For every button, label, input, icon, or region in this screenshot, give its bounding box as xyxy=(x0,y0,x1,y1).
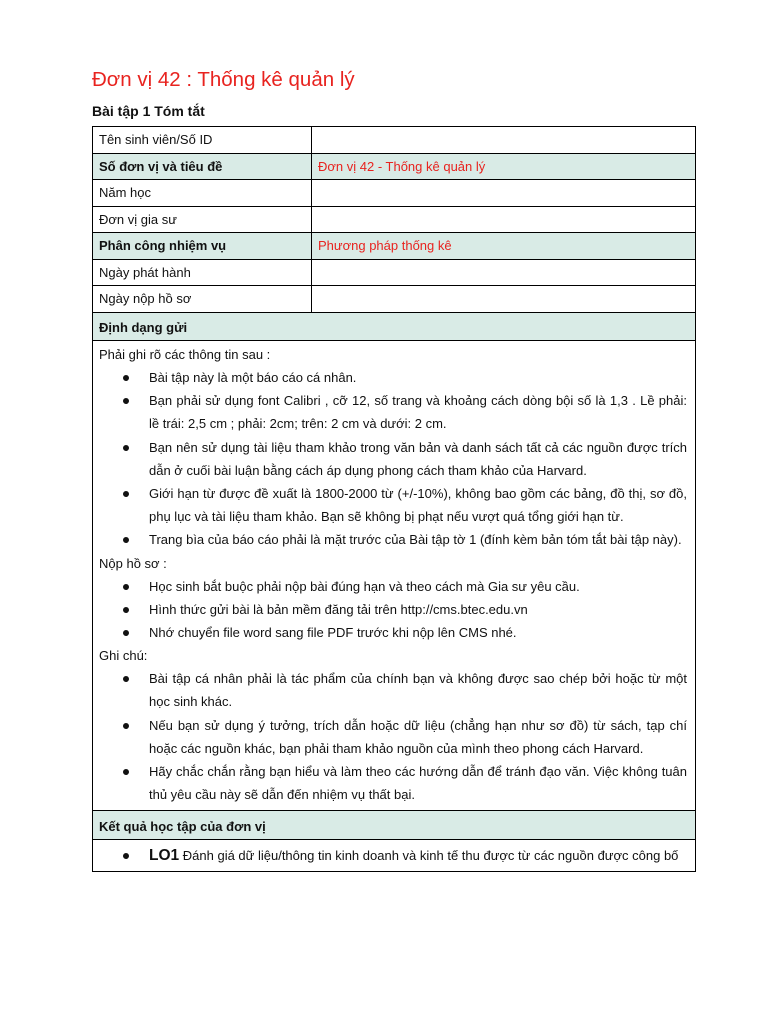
outcomes-section-heading: Kết quả học tập của đơn vị xyxy=(93,811,696,840)
notes-heading: Ghi chú: xyxy=(99,648,148,664)
outcomes-section-body xyxy=(93,839,696,871)
submission-list xyxy=(99,575,687,645)
info-label: Số đơn vị và tiêu đề xyxy=(93,153,312,180)
info-label: Ngày nộp hồ sơ xyxy=(93,286,312,313)
info-value: Đơn vị 42 - Thống kê quản lý xyxy=(312,153,696,180)
format-intro: Phải ghi rõ các thông tin sau : xyxy=(99,347,271,362)
learning-outcomes-list xyxy=(99,844,687,867)
list-item: Bạn phải sử dụng font Calibri , cỡ 12, số trang và khoảng cách dòng bội số là 1,3 . Lề phải: lề trái: 2,5 cm ; phải: 2cm; trên: 2 cm và dưới: 2 cm. xyxy=(149,389,687,435)
info-row-issue-date xyxy=(93,259,696,286)
info-row-academic-year xyxy=(93,180,696,207)
assignment-info-table xyxy=(92,126,696,872)
info-value xyxy=(312,286,696,313)
list-item: Hãy chắc chắn rằng bạn hiểu và làm theo các hướng dẫn để tránh đạo văn. Việc không tuân thủ yêu cầu này sẽ dẫn đến nhiệm vụ thất bại. xyxy=(149,760,687,806)
info-value xyxy=(312,259,696,286)
notes-list xyxy=(99,667,687,806)
format-section-body xyxy=(93,341,696,811)
document-title: Đơn vị 42 : Thống kê quản lý xyxy=(92,68,355,91)
info-value xyxy=(312,127,696,154)
info-label: Ngày phát hành xyxy=(93,259,312,286)
info-row-submission-date xyxy=(93,286,696,313)
learning-outcome-code: LO1 xyxy=(149,846,180,864)
list-item: Giới hạn từ được đề xuất là 1800-2000 từ (+/-10%), không bao gồm các bảng, đồ thị, sơ đồ, phụ lục và tài liệu tham khảo. Bạn sẽ không bị phạt nếu vượt quá tổng giới hạn từ. xyxy=(149,482,687,528)
list-item: Bạn nên sử dụng tài liệu tham khảo trong văn bản và danh sách tất cả các nguồn được trích dẫn ở cuối bài luận bằng cách áp dụng phong cách tham khảo của Harvard. xyxy=(149,436,687,482)
list-item: Học sinh bắt buộc phải nộp bài đúng hạn và theo cách mà Gia sư yêu cầu. xyxy=(149,575,687,598)
list-item: Bài tập cá nhân phải là tác phẩm của chính bạn và không được sao chép bởi hoặc từ một học sinh khác. xyxy=(149,667,687,713)
info-row-student-id xyxy=(93,127,696,154)
format-section-heading: Định dạng gửi xyxy=(93,312,696,341)
list-item: Bài tập này là một báo cáo cá nhân. xyxy=(149,366,687,389)
list-item: Hình thức gửi bài là bản mềm đăng tải trên http://cms.btec.edu.vn xyxy=(149,598,687,621)
learning-outcome-text: Đánh giá dữ liệu/thông tin kinh doanh và kinh tế thu được từ các nguồn được công bố xyxy=(182,847,679,863)
document-subtitle: Bài tập 1 Tóm tắt xyxy=(92,103,205,119)
info-value xyxy=(312,206,696,233)
list-item: Nếu bạn sử dụng ý tưởng, trích dẫn hoặc dữ liệu (chẳng hạn như sơ đồ) từ sách, tạp chí hoặc các nguồn khác, bạn phải tham khảo nguồn của mình theo phong cách Harvard. xyxy=(149,714,687,760)
info-value: Phương pháp thống kê xyxy=(312,233,696,260)
info-row-tutor xyxy=(93,206,696,233)
format-requirements-list xyxy=(99,366,687,552)
submission-heading: Nộp hồ sơ : xyxy=(99,555,167,571)
info-value xyxy=(312,180,696,207)
learning-outcome-item xyxy=(149,844,687,867)
list-item: Nhớ chuyển file word sang file PDF trước khi nộp lên CMS nhé. xyxy=(149,621,687,644)
info-row-assignment xyxy=(93,233,696,260)
list-item: Trang bìa của báo cáo phải là mặt trước của Bài tập tờ 1 (đính kèm bản tóm tắt bài tập này). xyxy=(149,528,687,551)
info-label: Tên sinh viên/Số ID xyxy=(93,127,312,154)
info-label: Năm học xyxy=(93,180,312,207)
info-label: Đơn vị gia sư xyxy=(93,206,312,233)
info-label: Phân công nhiệm vụ xyxy=(93,233,312,260)
info-row-unit-title xyxy=(93,153,696,180)
